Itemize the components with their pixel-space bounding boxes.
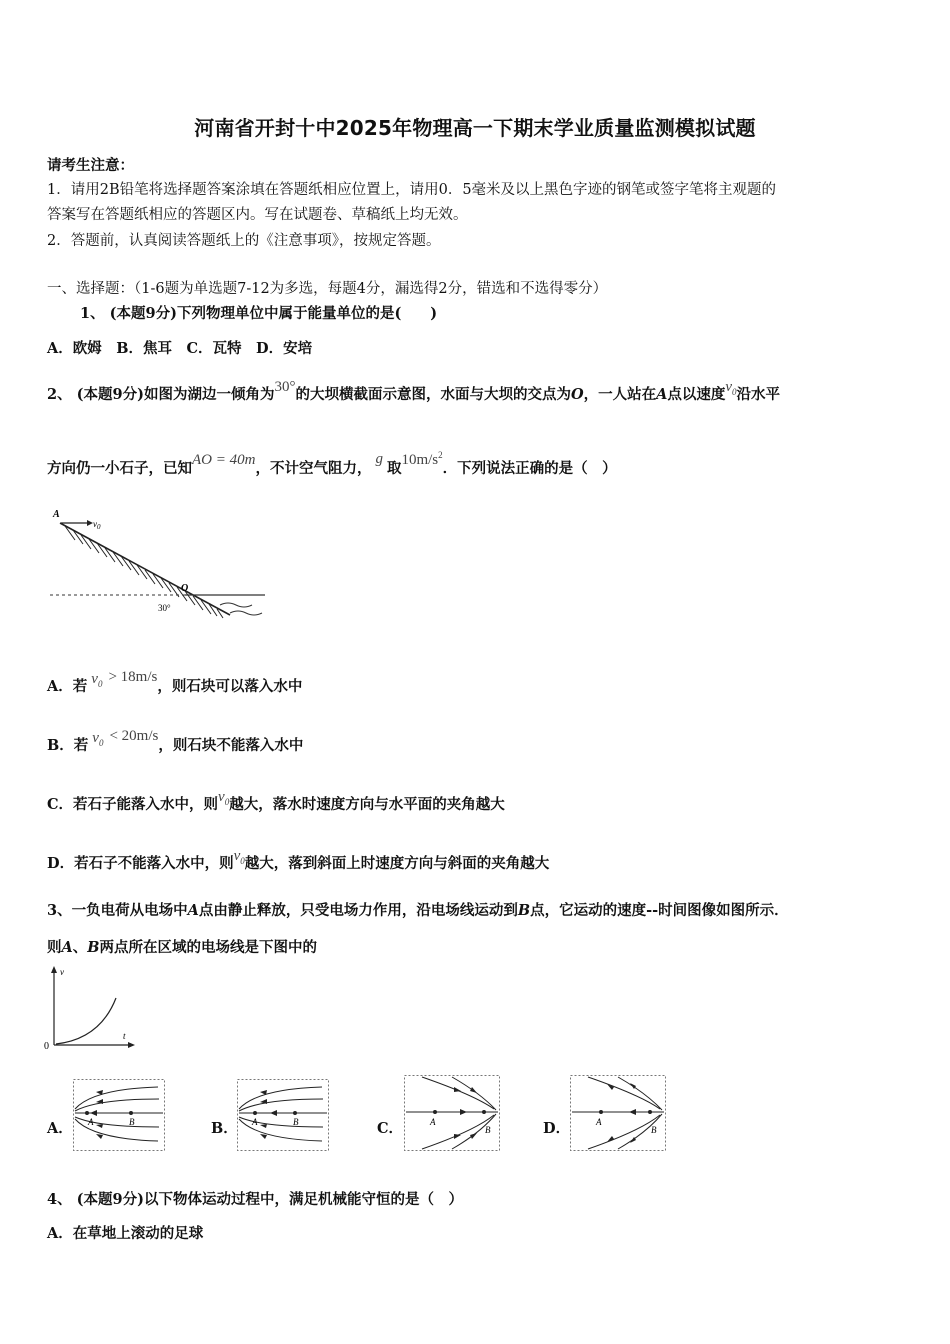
question-2-option-d: D．若石子不能落入水中，则$v_0$越大，落到斜面上时速度方向与斜面的夹角越大 bbox=[47, 848, 550, 872]
question-2-stem-line-1: 2、 (本题9分)如图为湖边一倾角为30°的大坝横截面示意图，水面与大坝的交点为O，一人站在A点以速度$v_0$沿水平 bbox=[47, 379, 781, 403]
svg-text:B: B bbox=[293, 1117, 299, 1127]
question-4-stem: 4、 (本题9分)以下物体运动过程中，满足机械能守恒的是（ ） bbox=[47, 1191, 463, 1208]
question-1-stem: 1、 (本题9分)下列物理单位中属于能量单位的是( ) bbox=[80, 305, 438, 322]
graph-t-label: t bbox=[123, 1031, 126, 1041]
svg-text:A: A bbox=[430, 1117, 436, 1127]
angle-label: 30° bbox=[158, 603, 171, 613]
question-4-option-a: A．在草地上滚动的足球 bbox=[47, 1225, 204, 1242]
section-heading: 一、选择题：（1-6题为单选题7-12为多选，每题4分，漏选得2分，错选和不选得零分） bbox=[47, 281, 608, 297]
svg-text:B: B bbox=[485, 1125, 491, 1135]
page-title: 河南省开封十中2025年物理高一下期末学业质量监测模拟试题 bbox=[194, 116, 756, 140]
point-o-label: O bbox=[181, 583, 189, 594]
question-2-option-a: A．若 $v_0 > 18m/s$，则石块可以落入水中 bbox=[47, 669, 303, 695]
field-lines-option-a bbox=[73, 1079, 165, 1151]
notice-line-2: 2．答题前，认真阅读答题纸上的《注意事项》，按规定答题。 bbox=[47, 233, 441, 249]
ao-equation: AO = 40m bbox=[192, 452, 256, 468]
dam-diagram bbox=[45, 505, 270, 625]
velocity-time-graph bbox=[38, 965, 138, 1055]
graph-origin-label: 0 bbox=[44, 1041, 49, 1052]
svg-text:A: A bbox=[88, 1117, 94, 1127]
field-lines-option-d bbox=[570, 1075, 666, 1151]
v0-symbol: $v_0$ bbox=[725, 379, 737, 397]
question-3-option-d: D． bbox=[543, 1120, 571, 1137]
notice-line-1b: 答案写在答题纸相应的答题区内。写在试题卷、草稿纸上均无效。 bbox=[47, 207, 468, 223]
question-3-option-c: C． bbox=[377, 1120, 404, 1137]
svg-text:B: B bbox=[129, 1117, 135, 1127]
svg-text:B: B bbox=[651, 1125, 657, 1135]
angle-30: 30° bbox=[274, 379, 296, 395]
notice-heading: 请考生注意： bbox=[47, 157, 134, 174]
question-2-stem-line-2: 方向仍一小石子，已知AO = 40m，不计空气阻力，g取$10m/s^2$．下列说法正确的是（ ） bbox=[47, 450, 617, 477]
question-2-option-b: B．若 $v_0 < 20m/s$，则石块不能落入水中 bbox=[47, 728, 304, 754]
fig-v0-label: $v_0$ bbox=[93, 519, 101, 531]
question-3-stem-line-1: 3、一负电荷从电场中A点由静止释放，只受电场力作用，沿电场线运动到B点，它运动的速度--时间图像如图所示． bbox=[47, 902, 789, 919]
question-3-option-a: A． bbox=[47, 1120, 73, 1137]
question-1-options: A．欧姆 B．焦耳 C．瓦特 D．安培 bbox=[47, 340, 313, 357]
point-a-label: A bbox=[53, 509, 60, 520]
question-2-option-c: C．若石子能落入水中，则$v_0$越大，落水时速度方向与水平面的夹角越大 bbox=[47, 789, 505, 813]
g-value: $10m/s^2$ bbox=[401, 450, 443, 468]
question-3-option-b: B． bbox=[211, 1120, 238, 1137]
field-lines-option-b bbox=[237, 1079, 329, 1151]
svg-text:A: A bbox=[596, 1117, 602, 1127]
question-3-stem-line-2: 则A、B两点所在区域的电场线是下图中的 bbox=[47, 939, 318, 956]
notice-line-1: 1．请用2B铅笔将选择题答案涂填在答题纸相应位置上，请用0．5毫米及以上黑色字迹的钢笔或签字笔将主观题的 bbox=[47, 182, 777, 198]
svg-text:A: A bbox=[252, 1117, 258, 1127]
graph-v-label: v bbox=[60, 967, 64, 977]
field-lines-option-c bbox=[404, 1075, 500, 1151]
